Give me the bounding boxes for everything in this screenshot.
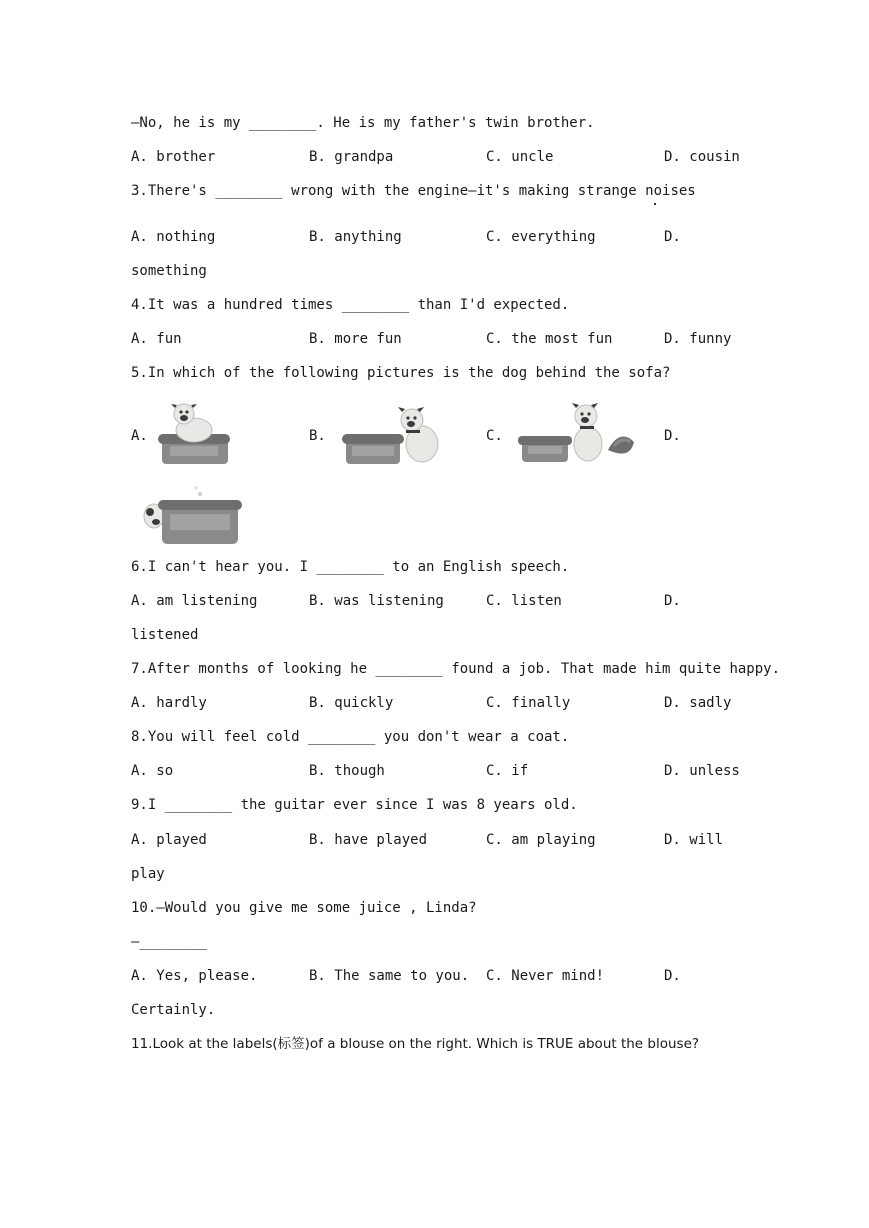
- q7-option-a: A. hardly: [131, 695, 207, 711]
- q4-stem: 4.It was a hundred times ________ than I'd expected.: [131, 297, 570, 313]
- q5-option-b: B.: [309, 428, 326, 444]
- q9-stem: 9.I ________ the guitar ever since I was 8 years old.: [131, 797, 578, 813]
- q9-option-b: B. have played: [309, 832, 428, 848]
- q10-answer-blank: —________: [131, 934, 207, 950]
- q6-option-d: D.: [664, 593, 681, 609]
- q8-option-a: A. so: [131, 763, 174, 779]
- q5-stem: 5.In which of the following pictures is the dog behind the sofa?: [131, 365, 671, 381]
- q5-picture-d-dog-behind-sofa: [140, 482, 244, 548]
- q4-option-a: A. fun: [131, 331, 182, 347]
- q8-option-d: D. unless: [664, 763, 740, 779]
- q2-answer-line: —No, he is my ________. He is my father's twin brother.: [131, 115, 595, 131]
- q2-option-b: B. grandpa: [309, 149, 394, 165]
- q3-option-b: B. anything: [309, 229, 402, 245]
- stray-period-mark: [654, 203, 656, 205]
- q9-option-c: C. am playing: [486, 832, 596, 848]
- q8-stem: 8.You will feel cold ________ you don't wear a coat.: [131, 729, 570, 745]
- q3-option-d: D.: [664, 229, 681, 245]
- q6-option-b: B. was listening: [309, 593, 444, 609]
- q10-option-d: D.: [664, 968, 681, 984]
- q6-option-c: C. listen: [486, 593, 562, 609]
- q8-option-c: C. if: [486, 763, 529, 779]
- q4-option-c: C. the most fun: [486, 331, 613, 347]
- q5-picture-b-dog-beside-sofa: [340, 400, 444, 468]
- q3-option-a: A. nothing: [131, 229, 216, 245]
- q3-stem: 3.There's ________ wrong with the engine—it's making strange noises: [131, 183, 696, 199]
- q7-option-c: C. finally: [486, 695, 571, 711]
- q8-option-b: B. though: [309, 763, 385, 779]
- q2-option-d: D. cousin: [664, 149, 740, 165]
- q2-option-c: C. uncle: [486, 149, 554, 165]
- q5-option-c: C.: [486, 428, 503, 444]
- q10-stem: 10.—Would you give me some juice , Linda?: [131, 900, 477, 916]
- q9-option-a: A. played: [131, 832, 207, 848]
- q7-option-b: B. quickly: [309, 695, 394, 711]
- q7-stem: 7.After months of looking he ________ found a job. That made him quite happy.: [131, 661, 781, 677]
- q9-option-d-text: play: [131, 866, 165, 882]
- q10-option-c: C. Never mind!: [486, 968, 605, 984]
- q5-picture-a-dog-on-sofa: [156, 400, 232, 468]
- q9-option-d: D. will: [664, 832, 724, 848]
- q7-option-d: D. sadly: [664, 695, 732, 711]
- q4-option-b: B. more fun: [309, 331, 402, 347]
- q11-stem: 11.Look at the labels(标签)of a blouse on the right. Which is TRUE about the blouse?: [131, 1036, 700, 1052]
- q2-option-a: A. brother: [131, 149, 216, 165]
- q5-option-a: A.: [131, 428, 148, 444]
- q6-option-d-text: listened: [131, 627, 199, 643]
- q5-picture-c-dog-between-sofas: [516, 400, 638, 468]
- q6-option-a: A. am listening: [131, 593, 258, 609]
- q4-option-d: D. funny: [664, 331, 732, 347]
- q5-option-d: D.: [664, 428, 681, 444]
- q3-option-c: C. everything: [486, 229, 596, 245]
- q10-option-d-text: Certainly.: [131, 1002, 216, 1018]
- q10-option-b: B. The same to you.: [309, 968, 470, 984]
- q6-stem: 6.I can't hear you. I ________ to an English speech.: [131, 559, 570, 575]
- q3-option-d-text: something: [131, 263, 207, 279]
- q10-option-a: A. Yes, please.: [131, 968, 258, 984]
